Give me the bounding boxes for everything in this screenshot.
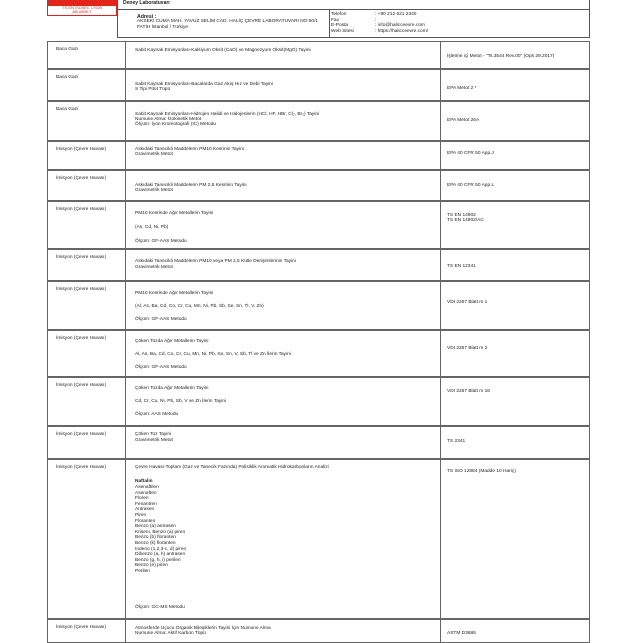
parameter-line: Gravimetrik Metot [135, 265, 173, 270]
address-label: Adresi : [137, 14, 157, 20]
parameter-cell [125, 282, 441, 329]
parameter-cell [125, 427, 441, 458]
parameter-line: Askıdaki Tanecikli Maddelerin PM10 veya PM 2,5 Kütle Derişimlerinin Tayini [135, 259, 296, 264]
parameter-line: Sabit Kaynak Emisyonları-Hidrojen Halidi ve Halojenlerin (HCl, HF, HBr, Cl₂, Br₂) Tayini [135, 112, 320, 117]
table-row [47, 377, 590, 426]
parameter-line: Askıdaki Tanecikli Maddelerin PM 2,5 Kesrinin Tayini [135, 183, 247, 188]
parameter-line: Ölçüm: İyon Kromotografi (IC) Metodu [135, 122, 217, 127]
table-row [47, 201, 590, 249]
parameter-line: Sabit Kaynak Emisyonları-Bacalarda Gaz Akış Hız ve Debi Tayini [135, 82, 274, 87]
compound-item: Benzo (b) floranten [135, 535, 176, 541]
method-text: ASTM D3686 [447, 631, 476, 636]
table-row [47, 141, 590, 170]
table-row [47, 249, 590, 281]
parameter-line: Cd, Cr, Cu, Ni, Pb, Sb, V ve Zn İlerin Tayini [135, 399, 227, 404]
category-text: İmisyon (Çevre Havası) [56, 287, 107, 292]
contact-value: : [375, 17, 377, 23]
method-text: İşletme içi Metot - "Ts.3544 Rev.00" (Ops 29.2017) [447, 54, 555, 59]
category-text: İmisyon (Çevre Havası) [56, 383, 107, 388]
compound-item: Perilen [135, 569, 150, 574]
parameter-line: Sabit Kaynak Emisyonları-Kalsiyum Oksit (CaO) ve Magnezyum Oksit(MgO) Tayini [135, 48, 311, 53]
parameter-line: Ölçüm: AAS Metodu [135, 412, 179, 417]
logo-code-text: AB-0895-T [72, 9, 92, 14]
parameter-cell [125, 202, 441, 248]
category-cell [48, 171, 126, 200]
category-cell [48, 202, 126, 248]
compound-item: Fenantren [135, 501, 157, 507]
parameter-line: Gravimetrik Metot [135, 152, 173, 157]
category-text: İmisyon (Çevre Havası) [56, 432, 107, 437]
parameter-cell [125, 102, 441, 140]
table-row [47, 426, 590, 459]
category-cell [48, 102, 126, 140]
table-row [47, 101, 590, 141]
category-cell [48, 282, 126, 329]
parameter-line: Çevre Havası-Toplam (Gaz ve Tanecik Fazında) Polisiklik Aromatik Hidrokarbonların Analizi [135, 465, 329, 470]
method-text: VDI 2267 Blatt m 16 [447, 389, 490, 394]
parameter-cell [125, 142, 441, 169]
compound-item: Benzo (e) piren [135, 563, 168, 569]
method-text: EPA 40 CFR 50 App.L [447, 183, 495, 188]
accreditation-logo [47, 0, 117, 16]
contact-label: Telefon [331, 12, 347, 17]
contact-value: : +90 212 621 2340 [375, 12, 417, 17]
compound-item: Asenaften [135, 490, 157, 496]
method-text: TS ISO 12884 (Madde 10 Hariç) [447, 469, 516, 474]
parameter-line: (As, Cd, Ni, Pb) [135, 225, 169, 230]
category-text: İmisyon (Çevre Havası) [56, 207, 107, 212]
category-cell [48, 427, 126, 458]
compound-item: Benzo (a) antrasen [135, 524, 176, 530]
parameter-line: Çöken Tozda Ağır Metallerin Tayini [135, 339, 209, 344]
address-line: FATİH İstanbul / Türkiye [137, 24, 189, 30]
method-text: VDI 2267 Blatt m 1 [447, 300, 488, 305]
address-text [137, 19, 337, 30]
method-text: TS EN 14902/AC [447, 218, 484, 223]
parameter-line: PM10 Kesrinde Ağır Metallerin Tayini [135, 211, 214, 216]
category-cell [48, 378, 126, 425]
category-text: İmisyon (Çevre Havası) [56, 625, 107, 630]
compound-item: Antrasen [135, 507, 155, 513]
compound-item: Indeno (1,2,3-c, d) piren [135, 546, 187, 552]
logo-standard-text: TS EN ISO/IEC 17025 [62, 5, 102, 10]
compound-item: Dibenzo (a, h) antrasen [135, 552, 186, 558]
category-text: İmisyon (Çevre Havası) [56, 465, 107, 470]
parameter-line: Ölçüm: GF-AAS Metodu [135, 365, 187, 370]
parameter-line: S Tipi Pitot Tüpü [135, 87, 171, 92]
parameter-line: Ölçüm: GF-AAS Metodu [135, 239, 187, 244]
category-text: İmisyon (Çevre Havası) [56, 176, 107, 181]
category-cell [48, 142, 126, 169]
method-text: EPA Metot 2 * [447, 86, 477, 91]
category-cell [48, 250, 126, 280]
compound-item: Piren [135, 513, 147, 518]
method-text: EPA Metot 26A [447, 118, 480, 123]
compound-item: Floren [135, 496, 149, 502]
method-text: VDI 2267 Blatt m 2 [447, 346, 488, 351]
parameter-line: Gravimetrik Metot [135, 438, 173, 443]
table-row [47, 459, 590, 619]
parameter-cell [125, 620, 441, 642]
contact-label: Web Sitesi [331, 28, 354, 34]
method-text: EPA 40 CFR 50 App.J [447, 151, 494, 156]
category-text: Baca Gazı [56, 75, 79, 80]
parameter-line: Çöken Toz Tayini [135, 432, 172, 437]
compound-item: Asenaftilen [135, 485, 159, 490]
contact-value: : info@halicceevre.com [375, 23, 425, 29]
category-text: İmisyon (Çevre Havası) [56, 336, 107, 341]
compound-item: Benzo (g, h, i) perilen [135, 557, 181, 563]
category-cell [48, 460, 126, 618]
compound-item: Kriseni, Benzo (a) piren [135, 529, 186, 535]
method-text: TS EN 14902 [447, 213, 476, 218]
measurement-method: Ölçüm: GC-MS Metodu [135, 605, 185, 610]
category-text: Baca Gazı [56, 47, 79, 52]
compound-item: Floranten [135, 518, 156, 524]
category-cell [48, 331, 126, 376]
parameter-cell [125, 250, 441, 280]
method-text: TS EN 12341 [447, 264, 476, 269]
category-cell [48, 70, 126, 100]
parameter-line: Gravimetrik Metot [135, 188, 173, 193]
header-title: Deney Laboratuvarı [123, 0, 170, 6]
table-row [47, 330, 590, 377]
compound-item: Benzo (k) floranten [135, 541, 176, 546]
parameter-cell [125, 331, 441, 376]
header-title-row [118, 0, 589, 10]
compound-list-title: Naftalin [135, 479, 153, 484]
parameter-line: Ölçüm: GF-AAS Metodu [135, 317, 187, 322]
parameter-line: Askıdaki Tanecikli Maddelerin PM10 Kesrinin Tayini [135, 147, 244, 152]
parameter-line: Atmosferde Uçucu Organik Bileşiklerin Tayini İçin Numune Alma [135, 626, 271, 631]
category-text: İmisyon (Çevre Havası) [56, 255, 107, 260]
parameter-cell [125, 70, 441, 100]
parameter-cell [125, 171, 441, 200]
contact-label: Fax [331, 17, 339, 23]
category-text: Baca Gazı [56, 107, 79, 112]
parameter-line: PM10 Kesrinde Ağır Metallerin Tayini [135, 291, 214, 296]
category-text: İmisyon (Çevre Havası) [56, 147, 107, 152]
method-text: TS 2341 [447, 439, 466, 444]
contact-label: E-Posta [331, 23, 349, 29]
parameter-line: Numune Alma: İzokinetik Metot [135, 117, 202, 122]
parameter-line: Al, As, Ba, Cd, Co, Cr, Cu, Mn, Ni, Pb, Se, Sn, V, Sb, Tl ve Zn İlerin Tayini [135, 352, 291, 357]
category-cell [48, 620, 126, 642]
table-row [47, 41, 590, 69]
category-cell [48, 42, 126, 68]
address-line: AKSEKİ CUMA MAH. YAVUZ SELİM CAD. HALİÇ ÇEVRE LABORATUVARI NO:50/1 [137, 19, 319, 24]
parameter-line: Numune Alma: Aktif Karbon Tüpü [135, 631, 206, 636]
parameter-cell [125, 378, 441, 425]
table-row [47, 170, 590, 201]
parameter-cell [125, 42, 441, 68]
table-row [47, 281, 590, 330]
contact-value: : https://halicceevre.com/ [375, 28, 429, 34]
table-row [47, 619, 590, 643]
parameter-cell [125, 460, 441, 618]
header-divider [329, 9, 330, 37]
parameter-line: (Al, As, Ba, Cd, Co, Cr, Cu, Mn, Ni, Pb, Sb, Se, Sn, Tl, V, Zn) [135, 304, 264, 309]
lab-header [117, 0, 590, 38]
table-row [47, 69, 590, 101]
parameter-line: Çöken Tozda Ağır Metallerin Tayini [135, 386, 209, 391]
